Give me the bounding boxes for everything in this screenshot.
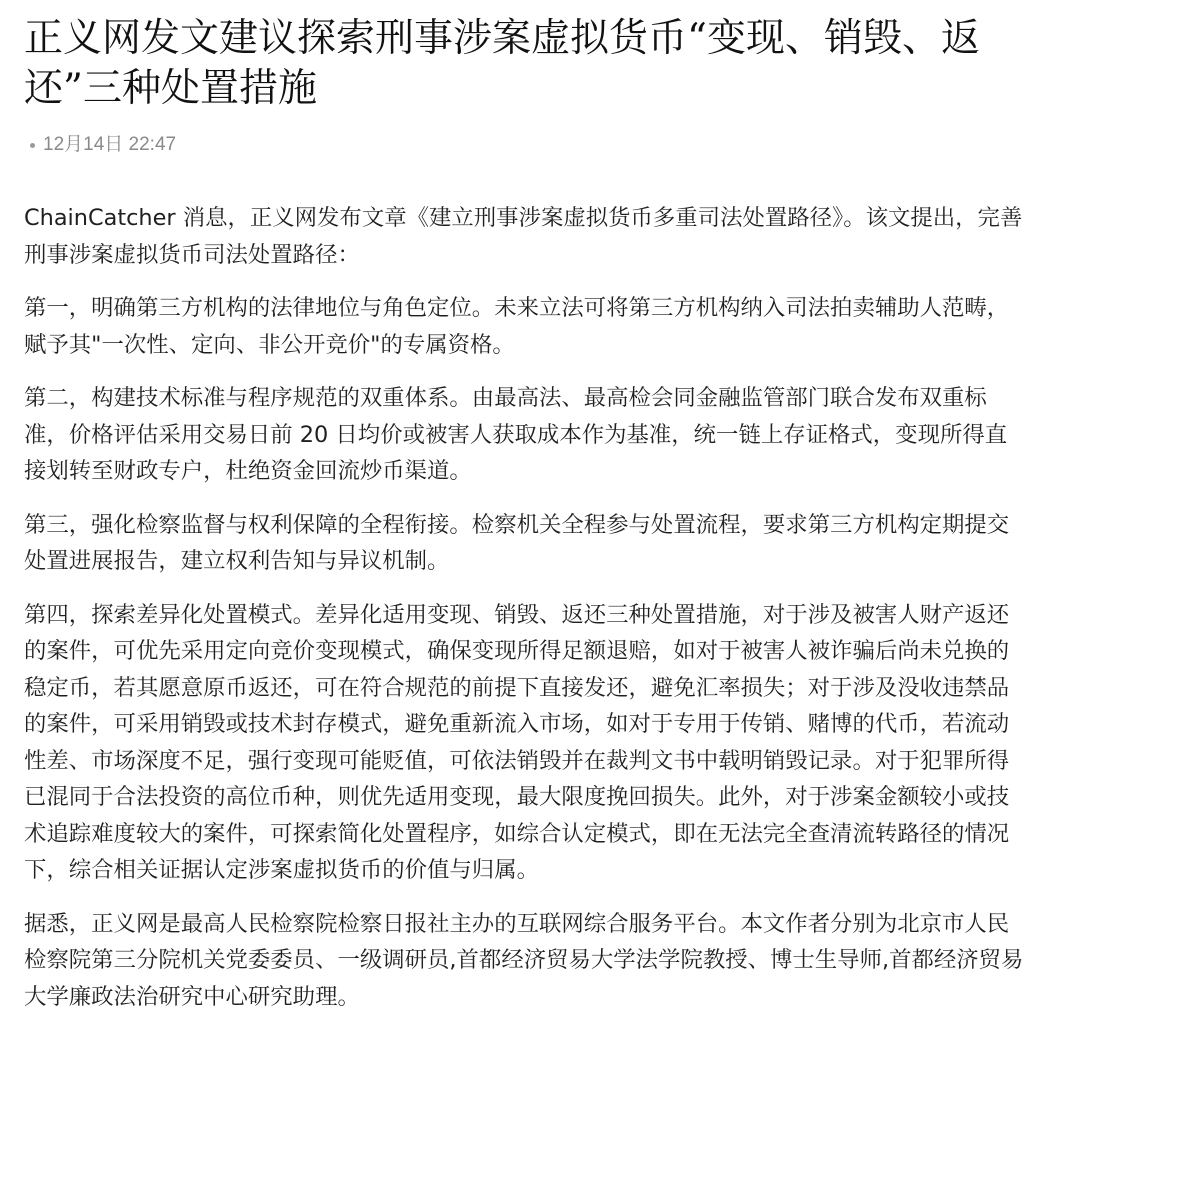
paragraph-third: 第三，强化检察监督与权利保障的全程衔接。检察机关全程参与处置流程，要求第三方机构定期提交处置进展报告，建立权利告知与异议机制。 (24, 511, 1010, 574)
paragraph-fourth: 第四，探索差异化处置模式。差异化适用变现、销毁、返还三种处置措施，对于涉及被害人财产返还的案件，可优先采用定向竞价变现模式，确保变现所得足额退赔，如对于被害人被诈骗后尚未兑换的稳定币，若其愿意原币返还，可在符合规范的前提下直接发还，避免汇率损失；对于涉及没收违禁品的案件，可采用销毁或技术封存模式，避免重新流入市场，如对于专用于传销、赌博的代币，若流动性差、市场深度不足，强行变现可能贬值，可依法销毁并在裁判文书中载明销毁记录。对于犯罪所得已混同于合法投资的高位币种，则优先适用变现，最大限度挽回损失。此外，对于涉案金额较小或技术追踪难度较大的案件，可探索简化处置程序，如综合认定模式，即在无法完全查清流转路径的情况下，综合相关证据认定涉案虚拟货币的价值与归属。 (24, 601, 1010, 883)
publish-timestamp: 12月14日 22:47 (43, 134, 177, 155)
paragraph-background: 据悉，正义网是最高人民检察院检察日报社主办的互联网综合服务平台。本文作者分别为北京市人民检察院第三分院机关党委委员、一级调研员,首都经济贸易大学法学院教授、博士生导师,首都经济贸易大学廉政法治研究中心研究助理。 (24, 910, 1024, 1010)
article (24, 14, 1024, 1032)
paragraph-second: 第二，构建技术标准与程序规范的双重体系。由最高法、最高检会同金融监管部门联合发布双重标准，价格评估采用交易日前 20 日均价或被害人获取成本作为基准，统一链上存证格式，变现所得直接划转至财政专户，杜绝资金回流炒币渠道。 (24, 385, 1008, 484)
bullet-dot-icon (30, 143, 35, 148)
article-meta (24, 132, 1024, 158)
article-body (24, 200, 1024, 1015)
article-title: 正义网发文建议探索刑事涉案虚拟货币“变现、销毁、返还”三种处置措施 (24, 16, 980, 111)
paragraph-intro: ChainCatcher 消息，正义网发布文章《建立刑事涉案虚拟货币多重司法处置路径》。该文提出，完善刑事涉案虚拟货币司法处置路径： (24, 205, 1023, 268)
paragraph-first: 第一，明确第三方机构的法律地位与角色定位。未来立法可将第三方机构纳入司法拍卖辅助人范畴，赋予其"一次性、定向、非公开竞价"的专属资格。 (24, 295, 1010, 358)
